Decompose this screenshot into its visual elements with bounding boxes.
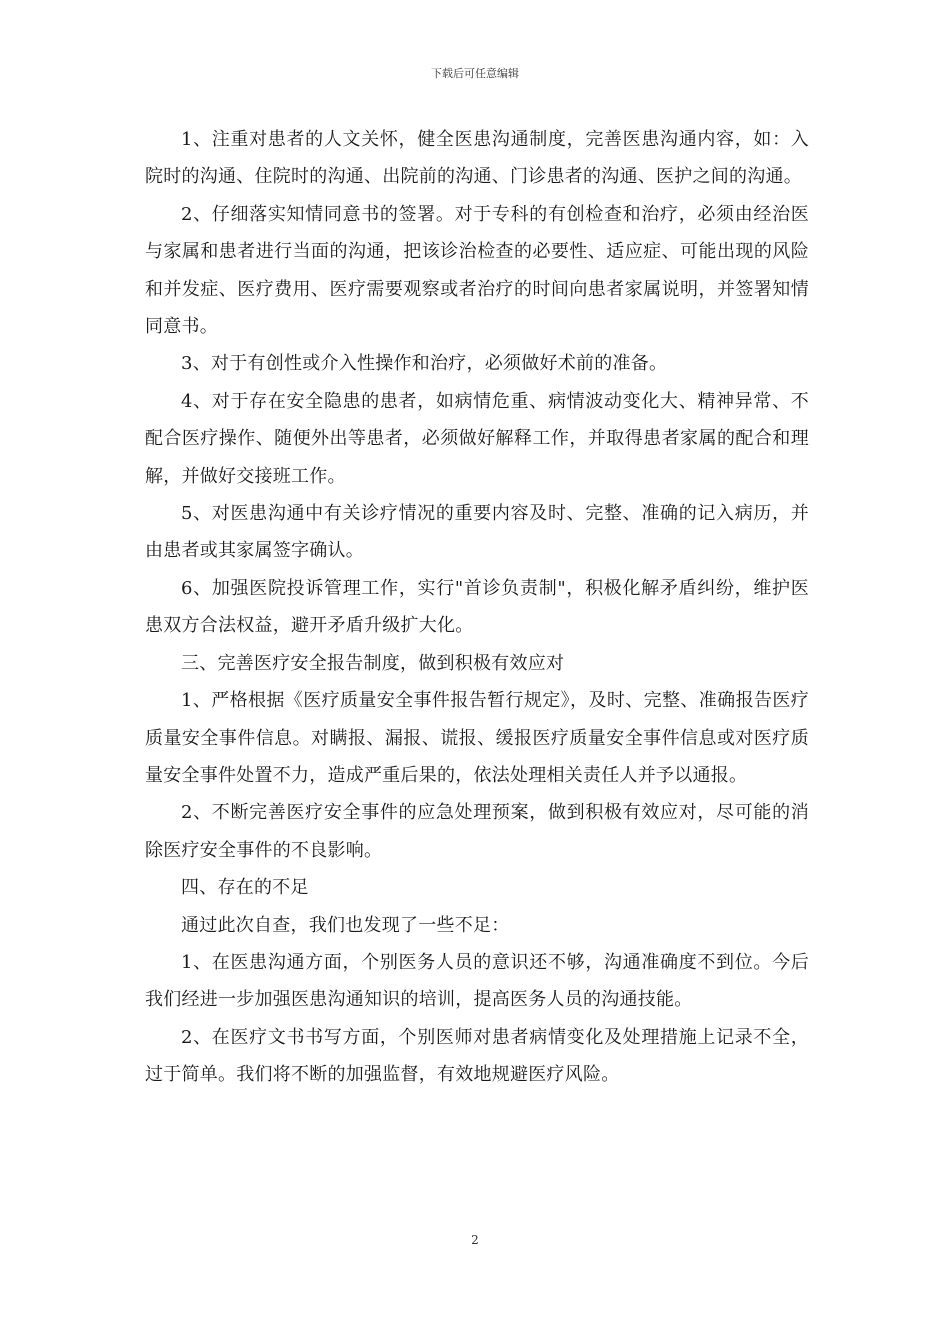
document-body (145, 121, 809, 1094)
paragraph-emergency-plan: 2、不断完善医疗安全事件的应急处理预案，做到积极有效应对，尽可能的消除医疗安全事件的不良影响。 (145, 802, 809, 861)
paragraph-informed-consent: 2、仔细落实知情同意书的签署。对于专科的有创检查和治疗，必须由经治医与家属和患者进行当面的沟通，把该诊治检查的必要性、适应症、可能出现的风险和并发症、医疗费用、医疗需要观察或者治疗的时间向患者家属说明，并签署知情同意书。 (145, 203, 809, 338)
paragraph-self-check-intro: 通过此次自查，我们也发现了一些不足： (181, 914, 510, 936)
paragraph-complaint-management: 6、加强医院投诉管理工作，实行"首诊负责制"，积极化解矛盾纠纷，维护医患双方合法权益，避开矛盾升级扩大化。 (145, 577, 809, 637)
section-heading-safety-reporting: 三、完善医疗安全报告制度，做到积极有效应对 (181, 652, 565, 674)
paragraph-incident-reporting: 1、严格根据《医疗质量安全事件报告暂行规定》，及时、完整、准确报告医疗质量安全事件信息。对瞒报、漏报、谎报、缓报医疗质量安全事件信息或对医疗质量安全事件处置不力，造成严重后果的，依法处理相关责任人并予以通报。 (145, 690, 809, 786)
page-number: 2 (471, 1233, 479, 1247)
paragraph-shortcoming-documentation: 2、在医疗文书书写方面，个别医师对患者病情变化及处理措施上记录不全，过于简单。我们将不断的加强监督，有效地规避医疗风险。 (145, 1026, 809, 1086)
section-heading-shortcomings: 四、存在的不足 (181, 877, 309, 899)
paragraph-communication-care: 1、注重对患者的人文关怀，健全医患沟通制度，完善医患沟通内容，如：入院时的沟通、住院时的沟通、出院前的沟通、门诊患者的沟通、医护之间的沟通。 (145, 129, 809, 188)
paragraph-shortcoming-communication: 1、在医患沟通方面，个别医务人员的意识还不够，沟通准确度不到位。今后我们经进一步加强医患沟通知识的培训，提高医务人员的沟通技能。 (145, 951, 809, 1011)
paragraph-medical-records: 5、对医患沟通中有关诊疗情况的重要内容及时、完整、准确的记入病历，并由患者或其家属签字确认。 (145, 503, 809, 562)
paragraph-preoperative-preparation: 3、对于有创性或介入性操作和治疗，必须做好术前的准备。 (181, 353, 668, 375)
page-header: 下载后可任意编辑 (431, 67, 519, 80)
paragraph-safety-risk-patients: 4、对于存在安全隐患的患者，如病情危重、病情波动变化大、精神异常、不配合医疗操作、随便外出等患者，必须做好解释工作，并取得患者家属的配合和理解，并做好交接班工作。 (145, 390, 809, 487)
